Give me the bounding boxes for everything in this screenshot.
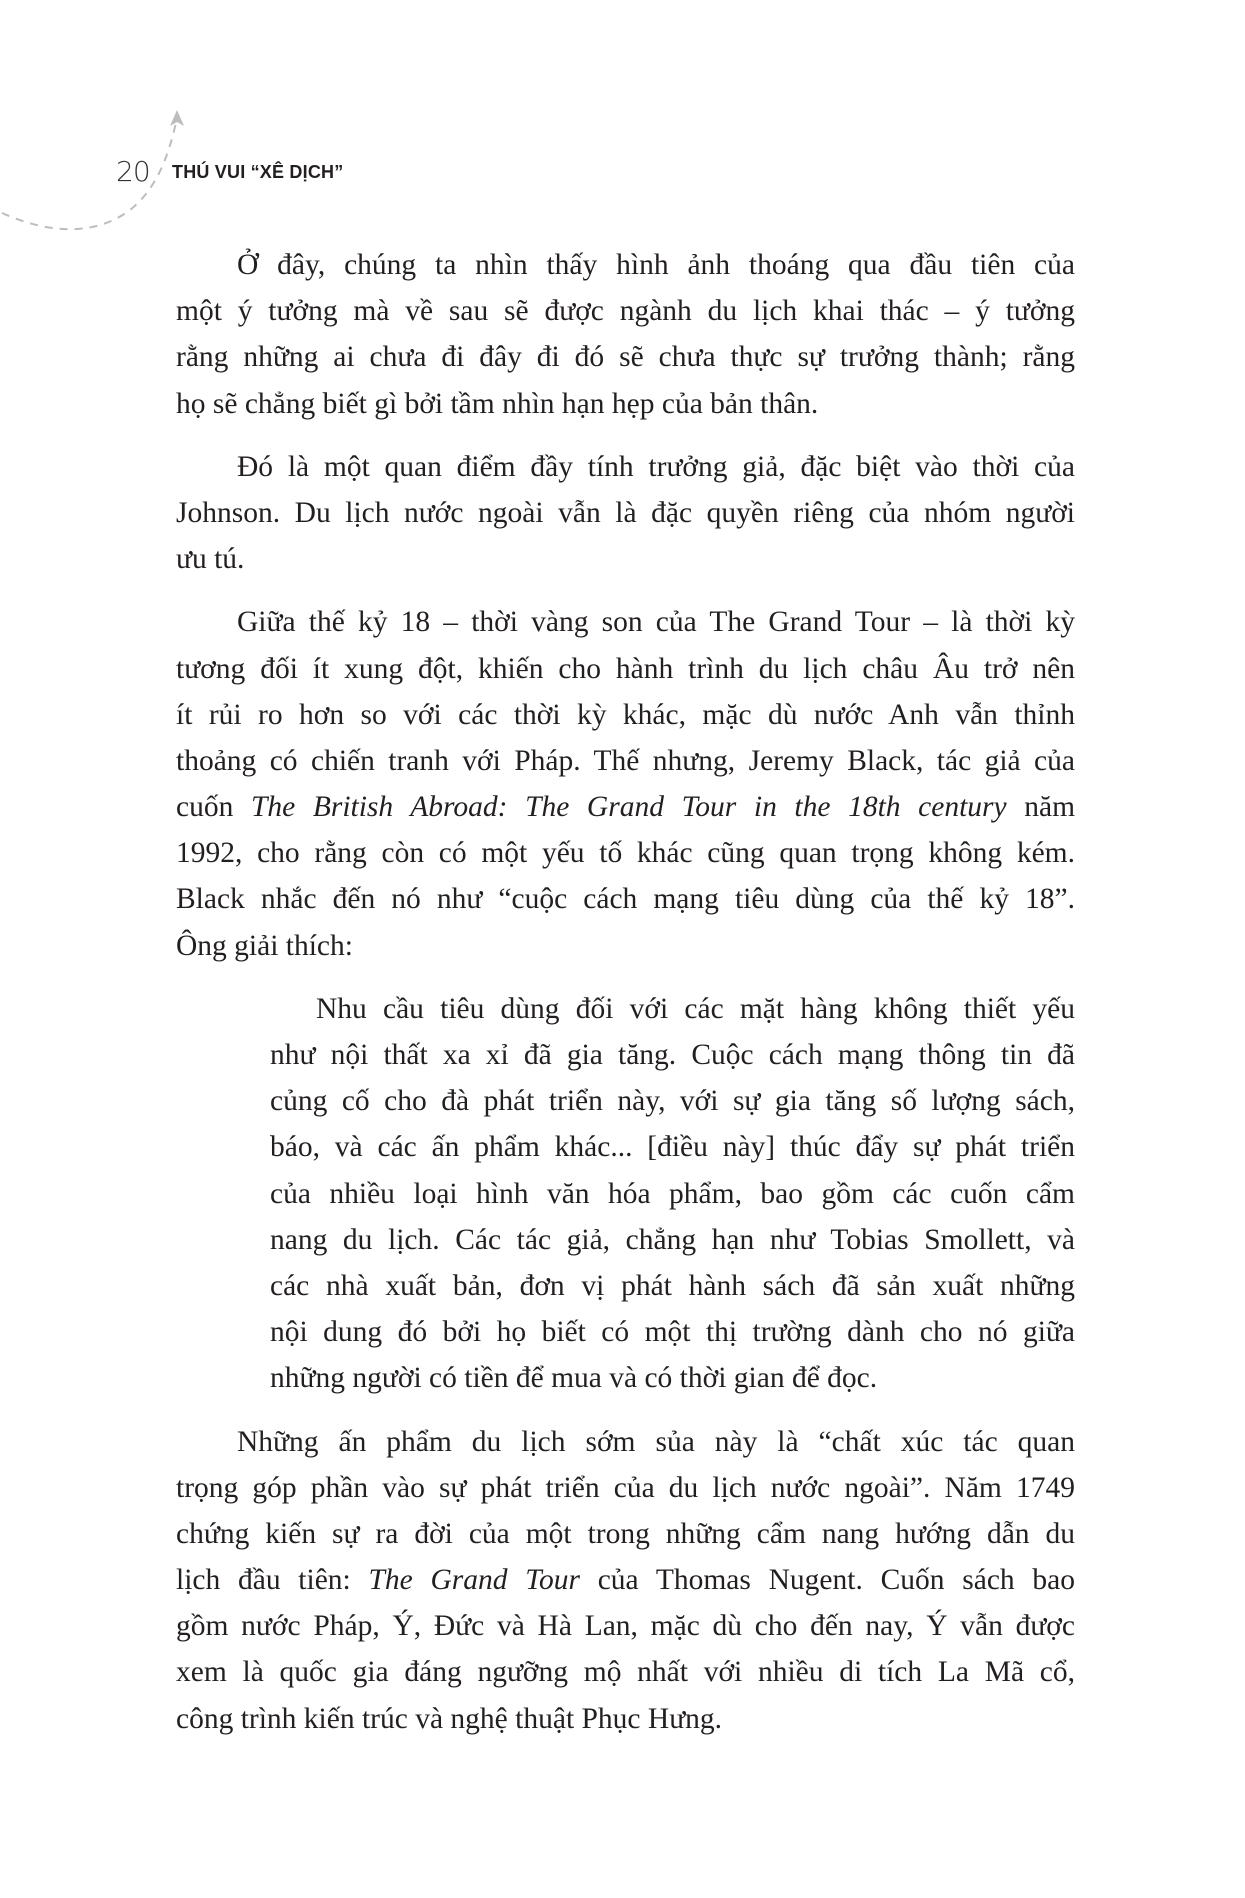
text-segment: nang du lịch. Các tác giả, chẳng hạn như Tobias Smollett, và [270,1223,1075,1256]
paragraph [176,1419,1075,1742]
text-line [176,536,1075,582]
text-segment: công trình kiến trúc và nghệ thuật Phục Hưng. [176,1702,723,1735]
italic-title: The British Abroad: The Grand Tour in the 18th century [250,791,1007,824]
text-segment: xem là quốc gia đáng ngưỡng mộ nhất với nhiều di tích La Mã cổ, [176,1656,1075,1689]
text-line [176,1465,1075,1511]
text-segment: Ở đây, chúng ta nhìn thấy hình ảnh thoáng qua đầu tiên của [237,249,1075,281]
text-segment: ưu tú. [176,543,245,576]
page-number: 20 [116,155,150,188]
text-segment: của Thomas Nugent. Cuốn sách bao [579,1564,1076,1597]
text-line [270,1124,1075,1170]
text-segment: Đó là một quan điểm đầy tính trưởng giả, đặc biệt vào thời của [237,450,1075,483]
text-line [176,784,1075,830]
text-segment: năm [1006,791,1076,824]
text-segment: ít rủi ro hơn so với các thời kỳ khác, mặc dù nước Anh vẫn thỉnh [176,698,1075,731]
text-segment: báo, và các ấn phẩm khác... [điều này] thúc đẩy sự phát triển [270,1131,1075,1164]
paragraph [176,599,1075,969]
text-segment: gồm nước Pháp, Ý, Đức và Hà Lan, mặc dù cho đến nay, Ý vẫn được [176,1610,1075,1643]
text-segment: 1992, cho rằng còn có một yếu tố khác cũng quan trọng không kém. [176,837,1075,870]
text-line [176,1603,1075,1649]
text-line [176,599,1075,645]
text-line [176,490,1075,536]
text-line [176,444,1075,490]
text-line [176,738,1075,784]
text-segment: cuốn [176,791,251,824]
text-line [176,288,1075,334]
text-segment: tương đối ít xung đột, khiến cho hành trình du lịch châu Âu trở nên [176,652,1075,685]
text-line [176,381,1075,427]
text-line [176,646,1075,692]
block-quote [270,986,1075,1402]
text-segment: Những ấn phẩm du lịch sớm sủa này là “chất xúc tác quan [237,1425,1075,1458]
text-line [270,1217,1075,1263]
text-line [176,692,1075,738]
text-segment: Johnson. Du lịch nước ngoài vẫn là đặc quyền riêng của nhóm người [176,496,1075,529]
text-line [176,334,1075,380]
text-segment: trọng góp phần vào sự phát triển của du lịch nước ngoài”. Năm 1749 [176,1471,1075,1504]
dashed-arrow-icon [0,90,200,240]
text-segment: như nội thất xa xỉ đã gia tăng. Cuộc cách mạng thông tin đã [270,1039,1075,1071]
text-segment: họ sẽ chẳng biết gì bởi tầm nhìn hạn hẹp của bản thân. [176,387,819,420]
text-line [176,876,1075,922]
text-line [176,923,1075,969]
running-title: THÚ VUI “XÊ DỊCH” [172,162,344,182]
text-segment: những người có tiền để mua và có thời gian để đọc. [270,1362,878,1395]
paragraph [176,242,1075,427]
text-line [176,1649,1075,1695]
text-line [176,1419,1075,1465]
text-segment: Nhu cầu tiêu dùng đối với các mặt hàng không thiết yếu [316,992,1075,1025]
text-segment: các nhà xuất bản, đơn vị phát hành sách đã sản xuất những [270,1269,1075,1302]
text-segment: chứng kiến sự ra đời của một trong những cẩm nang hướng dẫn du [176,1517,1075,1550]
text-line [270,1263,1075,1309]
text-line [270,1309,1075,1355]
body-text [176,242,1075,1759]
text-segment: lịch đầu tiên: [176,1564,369,1597]
text-line [176,830,1075,876]
paragraph [176,444,1075,583]
text-line [270,986,1075,1032]
text-segment: của nhiều loại hình văn hóa phẩm, bao gồm các cuốn cẩm [270,1177,1075,1210]
text-line [270,1171,1075,1217]
text-segment: nội dung đó bởi họ biết có một thị trường dành cho nó giữa [270,1316,1075,1349]
text-segment: Giữa thế kỷ 18 – thời vàng son của The Grand Tour – là thời kỳ [237,606,1075,639]
text-segment: rằng những ai chưa đi đây đi đó sẽ chưa thực sự trưởng thành; rằng [176,341,1075,374]
text-line [176,1696,1075,1742]
text-segment: một ý tưởng mà về sau sẽ được ngành du lịch khai thác – ý tưởng [176,295,1075,328]
text-line [270,1032,1075,1078]
italic-title: The Grand Tour [368,1564,580,1597]
text-line [176,1511,1075,1557]
text-segment: thoảng có chiến tranh với Pháp. Thế nhưng, Jeremy Black, tác giả của [176,744,1075,777]
text-line [176,242,1075,288]
text-line [270,1078,1075,1124]
text-segment: Ông giải thích: [176,929,353,962]
text-segment: củng cố cho đà phát triển này, với sự gia tăng số lượng sách, [270,1085,1075,1118]
text-line [176,1557,1075,1603]
text-segment: Black nhắc đến nó như “cuộc cách mạng tiêu dùng của thế kỷ 18”. [176,883,1075,916]
text-line [270,1355,1075,1401]
